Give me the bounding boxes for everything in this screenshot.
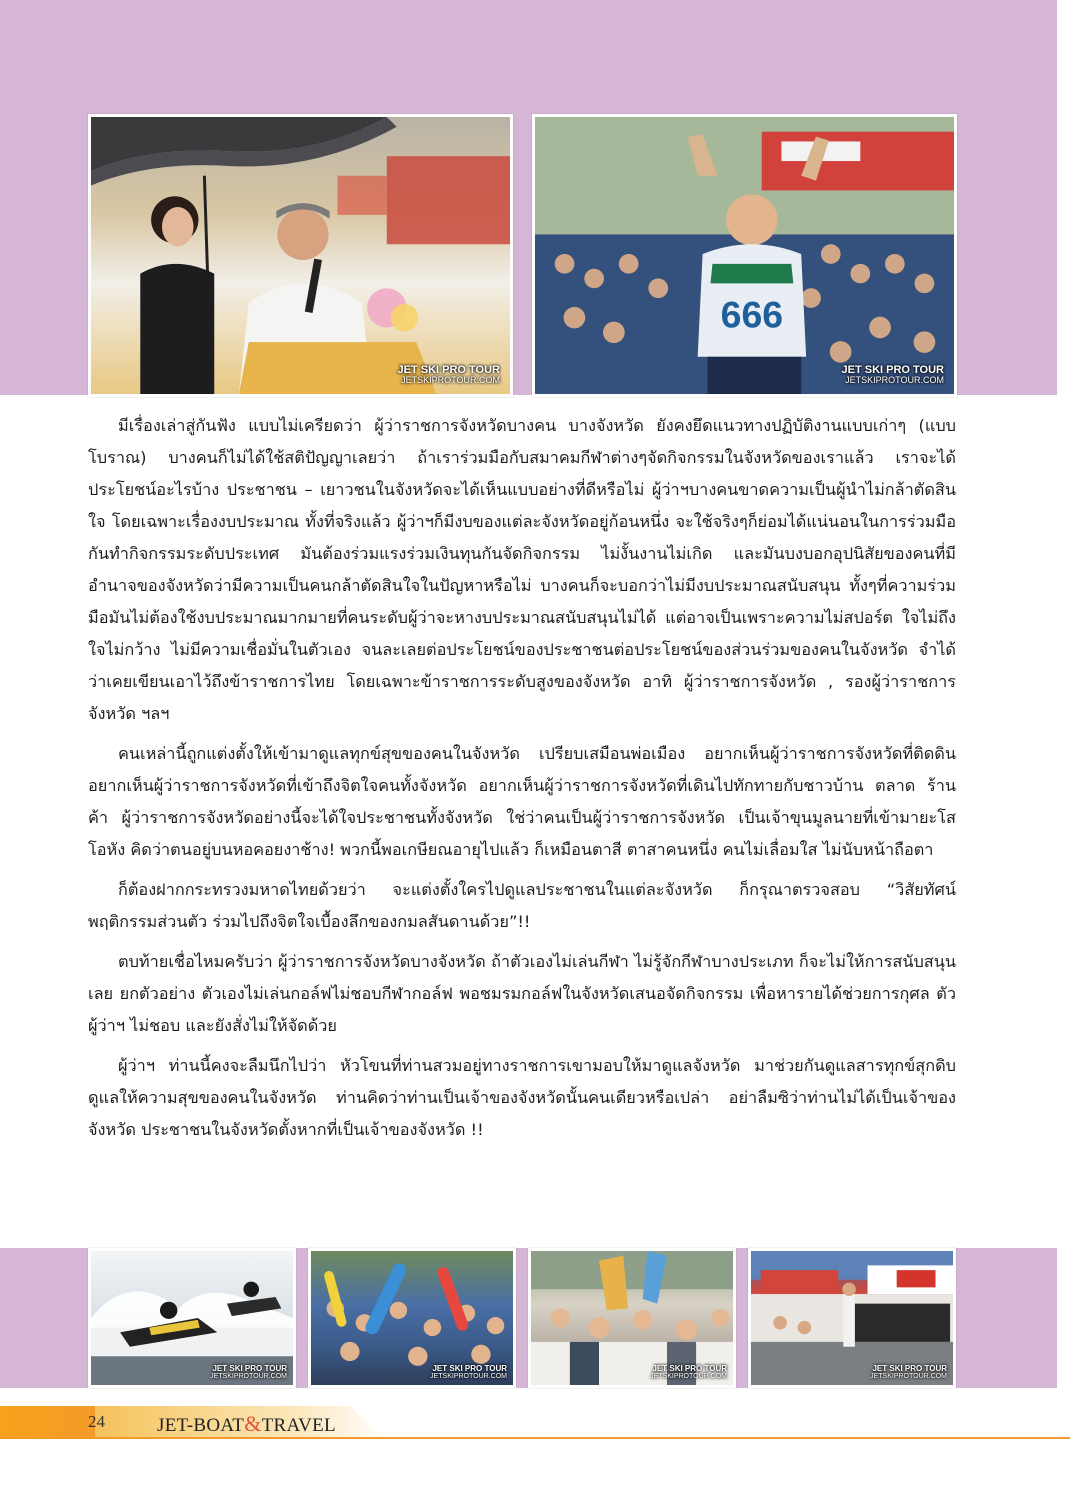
photo-jetski-racing — [88, 1248, 296, 1388]
magazine-title-part1: JET-BOAT — [157, 1415, 245, 1436]
svg-text:666: 666 — [720, 293, 784, 336]
article-paragraph: ตบท้ายเชื่อไหมครับว่า ผู้ว่าราชการจังหวัดบางจังหวัด ถ้าตัวเองไม่เล่นกีฬา ไม่รู้จักกีฬาบางประเภท ก็จะไม่ให้การสนับสนุนเลย ยกตัวอย่าง ตัวเองไม่เล่นกอล์ฟไม่ชอบกีฬากอล์ฟ พอชมรมกอล์ฟในจังหวัดเสนอจัดกิจกรรม เพื่อหารายได้ช่วยการกุศล ตัวผู้ว่าฯ ไม่ชอบ และยังสั่งไม่ให้จัดด้วย — [88, 952, 956, 1035]
article-paragraph: ก็ต้องฝากกระทรวงมหาดไทยด้วยว่า จะแต่งตั้งใครไปดูแลประชาชนในแต่ละจังหวัด ก็กรุณาตรวจสอบ “วิสัยทัศน์ พฤติกรรมส่วนตัว ร่วมไปถึงจิตใจเบื้องลึกของกมลสันดานด้วย”!! — [88, 880, 956, 931]
photo-crowd-balloons — [308, 1248, 516, 1388]
article-paragraph: มีเรื่องเล่าสู่กันฟัง แบบไม่เครียดว่า ผู้ว่าราชการจังหวัดบางคน บางจังหวัด ยังคงยึดแนวทางปฏิบัติงานแบบเก่าๆ (แบบโบราณ) บางคนก็ไม่ได้ใช้สติปัญญาเลยว่า ถ้าเราร่วมมือกับสมาคมกีฬาต่างๆจัดกิจกรรมในจังหวัดของเราแล้ว เราจะได้ประโยชน์อะไรบ้าง ประชาชน – เยาวชนในจังหวัดจะได้เห็นแบบอย่างที่ดีหรือไม่ ผู้ว่าฯบางคนขาดความเป็นผู้นำไม่กล้าตัดสินใจ โดยเฉพาะเรื่องงบประมาณ ทั้งที่จริงแล้ว ผู้ว่าฯก็มีงบของแต่ละจังหวัดอยู่ก้อนหนึ่ง จะใช้จริงๆก็ย่อมได้แน่นอนในการร่วมมือกันทำกิจกรรมระดับประเทศ มันต้องร่วมแรงร่วมเงินทุนกันจัดกิจกรรม ไม่งั้นงานไม่เกิด และมันบงบอกอุปนิสัยของคนที่มีอำนาจของจังหวัดว่ามีความเป็นคนกล้าตัดสินใจในปัญหาหรือไม่ บางคนก็จะบอกว่าไม่มีงบประมาณสนับสนุน ทั้งๆที่ความร่วมมือมันไม่ต้องใช้งบประมาณมากมายที่คนระดับผู้ว่าจะหางบประมาณสนับสนุนไม่ได้ แต่อาจเป็นเพราะความไม่สปอร์ต ใจไม่ถึง ใจไม่กว้าง ไม่มีความเชื่อมั่นในตัวเอง จนละเลยต่อประโยชน์ของประชาชนต่อประโยชน์ของส่วนร่วมของคนในจังหวัด จำได้ว่าเคยเขียนเอาไว้ถึงข้าราชการไทย โดยเฉพาะข้าราชการระดับสูงของจังหวัด อาทิ ผู้ว่าราชการจังหวัด , รองผู้ว่าราชการจังหวัด ฯลฯ — [88, 416, 956, 723]
photo-event-booths — [748, 1248, 956, 1388]
photo-watermark: JET SKI PRO TOUR JETSKIPROTOUR.COM — [397, 364, 500, 386]
photo-watermark: JET SKI PRO TOUR JETSKIPROTOUR.COM — [430, 1363, 507, 1381]
article-paragraph: ผู้ว่าฯ ท่านนี้คงจะลืมนึกไปว่า หัวโขนที่ท่านสวมอยู่ทางราชการเขามอบให้มาดูแลจังหวัด มาช่วยกันดูแลสารทุกข์สุกดิบ ดูแลให้ความสุขของคนในจังหวัด ท่านคิดว่าท่านเป็นเจ้าของจังหวัดนั้นคนเดียวหรือเปล่า อย่าลืมซิว่าท่านไม่ได้เป็นเจ้าของจังหวัด ประชาชนในจังหวัดตั้งหากที่เป็นเจ้าของจังหวัด !! — [88, 1056, 956, 1139]
article-paragraph: คนเหล่านี้ถูกแต่งตั้งให้เข้ามาดูแลทุกข์สุขของคนในจังหวัด เปรียบเสมือนพ่อเมือง อยากเห็นผู้ว่าราชการจังหวัดที่ติดดิน อยากเห็นผู้ว่าราชการจังหวัดที่เข้าถึงจิตใจคนทั้งจังหวัด อยากเห็นผู้ว่าราชการจังหวัดที่เดินไปทักทายกับชาวบ้าน ตลาด ร้านค้า ผู้ว่าราชการจังหวัดอย่างนี้จะได้ใจประชาชนทั้งจังหวัด ใช่ว่าคนเป็นผู้ว่าราชการจังหวัด เป็นเจ้าขุนมูลนายที่เข้ามายะโส โอหัง คิดว่าตนอยู่บนหอคอยงาช้าง! พวกนี้พอเกษียณอายุไปแล้ว ก็เหมือนตาสี ตาสาคนหนึ่ง คนไม่เลื่อมใส ไม่นับหน้าถือตา — [88, 744, 956, 859]
photo-cheering-crowd — [532, 114, 957, 397]
photo-watermark: JET SKI PRO TOUR JETSKIPROTOUR.COM — [650, 1363, 727, 1381]
page-footer — [0, 1406, 1070, 1439]
magazine-title — [157, 1411, 336, 1437]
photo-watermark: JET SKI PRO TOUR JETSKIPROTOUR.COM — [841, 364, 944, 386]
article-body — [88, 410, 956, 1154]
page-number: 24 — [88, 1412, 105, 1431]
photo-speaker-with-umbrella — [88, 114, 513, 397]
footer-accent-block — [0, 1406, 95, 1439]
photo-watermark: JET SKI PRO TOUR JETSKIPROTOUR.COM — [870, 1363, 947, 1381]
photo-fans-waving — [528, 1248, 736, 1388]
photo-watermark: JET SKI PRO TOUR JETSKIPROTOUR.COM — [210, 1363, 287, 1381]
magazine-title-ampersand: & — [244, 1411, 262, 1436]
footer-rule — [0, 1437, 1070, 1439]
magazine-title-part2: TRAVEL — [261, 1415, 336, 1436]
